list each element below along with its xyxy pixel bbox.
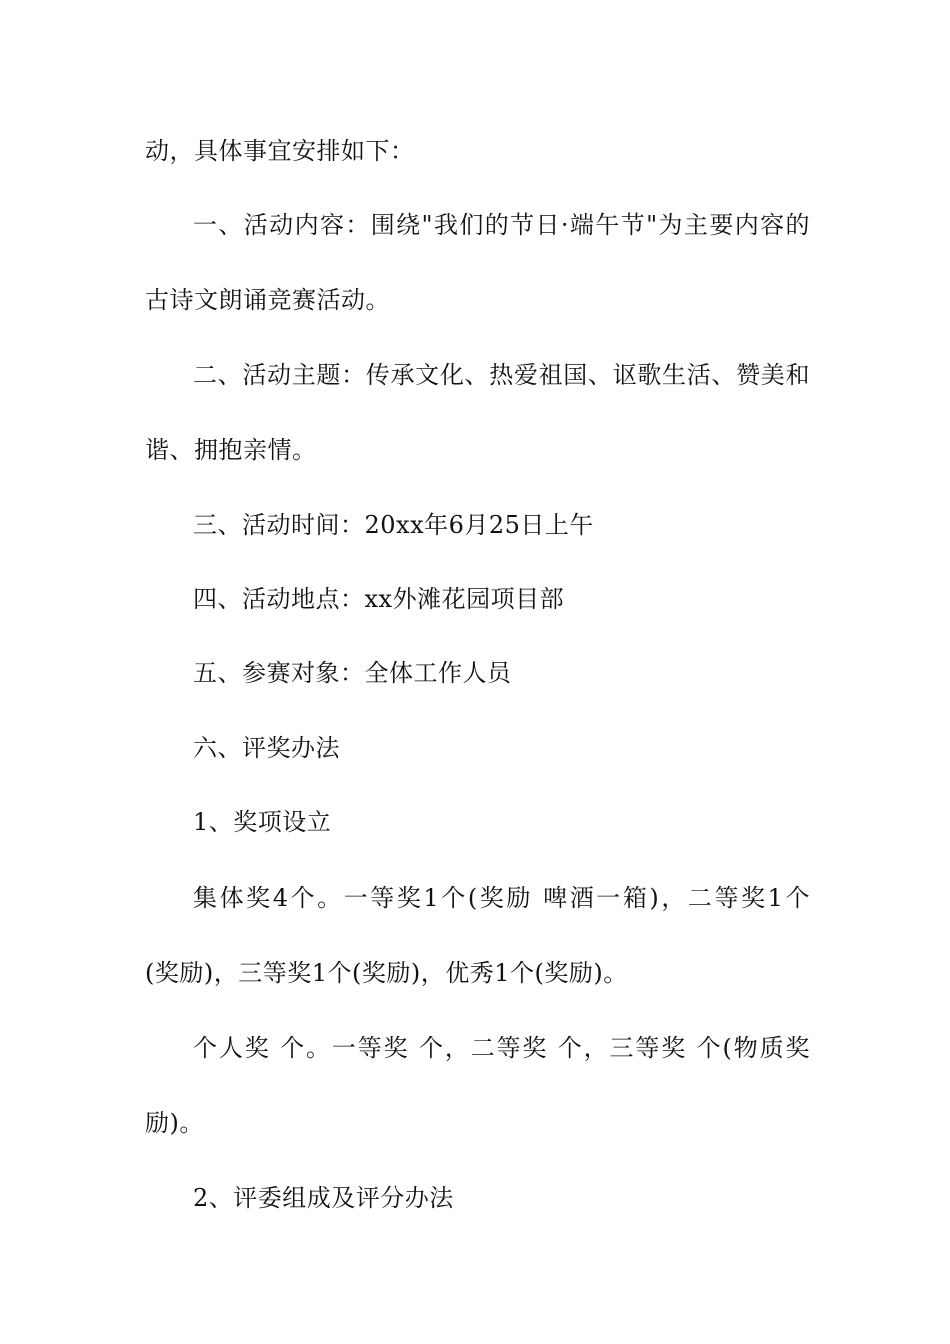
text-line-award-method: 六、评奖办法	[193, 734, 340, 762]
text-line-individual-award-cont: 励)。	[145, 1109, 204, 1137]
text-line-activity-theme: 二、活动主题：传承文化、热爱祖国、讴歌生活、赞美和	[193, 361, 810, 389]
text-line-activity-time: 三、活动时间：20xx年6月25日上午	[193, 511, 594, 539]
text-line-group-award-cont: (奖励)，三等奖1个(奖励)，优秀1个(奖励)。	[145, 959, 628, 987]
text-line-activity-content-cont: 古诗文朗诵竞赛活动。	[145, 286, 390, 314]
text-line-activity-content: 一、活动内容：围绕"我们的节日·端午节"为主要内容的	[193, 211, 810, 239]
text-line-group-award: 集体奖4个。一等奖1个(奖励 啤酒一箱)，二等奖1个	[193, 884, 810, 912]
text-line-activity-theme-cont: 谐、拥抱亲情。	[145, 436, 317, 464]
text-line-award-setup: 1、奖项设立	[193, 808, 332, 836]
text-line-activity-location: 四、活动地点：xx外滩花园项目部	[193, 585, 565, 613]
text-line-continuation: 动，具体事宜安排如下：	[145, 137, 415, 165]
text-line-individual-award: 个人奖 个。一等奖 个，二等奖 个，三等奖 个(物质奖	[193, 1034, 810, 1062]
text-line-judges: 2、评委组成及评分办法	[193, 1184, 454, 1212]
text-line-participants: 五、参赛对象：全体工作人员	[193, 659, 512, 687]
